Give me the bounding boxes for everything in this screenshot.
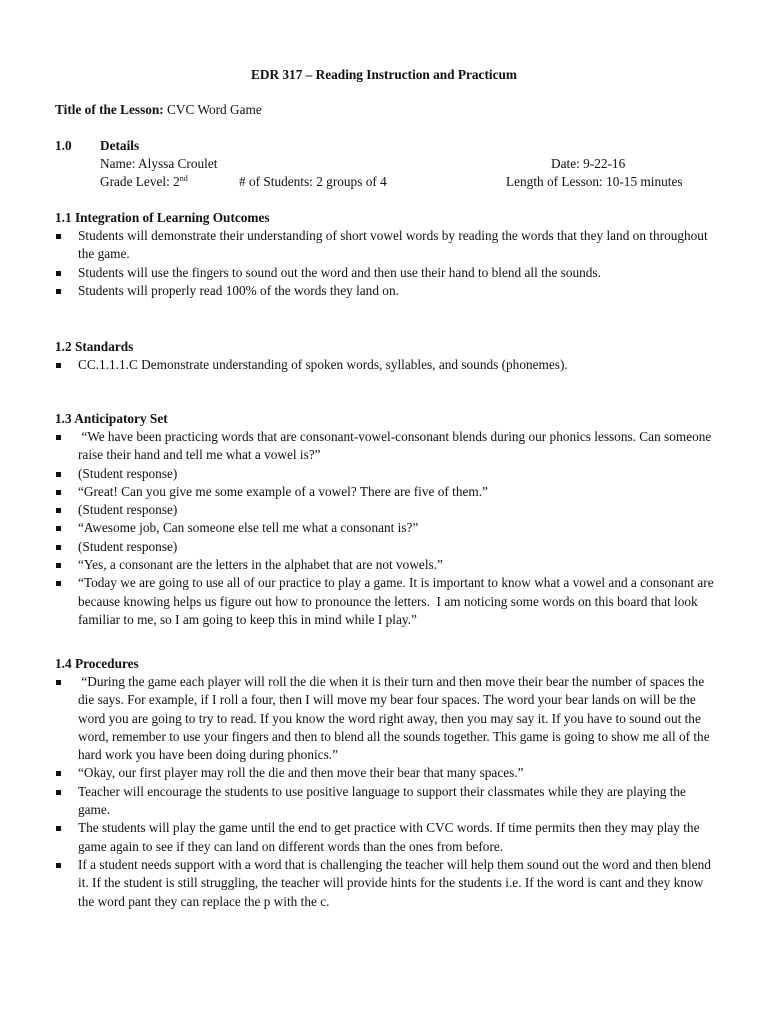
lesson-length: Length of Lesson: 10-15 minutes	[506, 174, 683, 189]
outcomes-heading: 1.1 Integration of Learning Outcomes	[55, 210, 270, 225]
grade-level-text: Grade Level: 2	[100, 174, 180, 189]
bullet-icon	[56, 271, 61, 276]
grade-level-suffix: nd	[179, 174, 188, 183]
anticipatory-heading: 1.3 Anticipatory Set	[55, 411, 168, 426]
standards-heading: 1.2 Standards	[55, 339, 134, 354]
details-row-name	[100, 155, 710, 173]
bullet-icon	[56, 526, 61, 531]
grade-level	[100, 174, 188, 189]
list-item	[55, 538, 715, 556]
list-item	[55, 264, 715, 282]
list-item-text: “During the game each player will roll the die when it is their turn and then move their bear the number of spaces the die says. For example, if I roll a four, then I will move my bear four spaces. The word your bear lands on will be the word you are going to try to read. If you know the word right away, then you may say it. If you have to sound out the word, remember to use your fingers and then to blend all the sounds together. This game is going to show me all of the hard work you have been doing during phonics.”	[78, 674, 710, 763]
list-item-text: Students will use the fingers to sound out the word and then use their hand to blend all the sounds.	[78, 264, 601, 280]
list-item	[55, 856, 715, 911]
bullet-icon	[56, 363, 61, 368]
list-item-text: “Today we are going to use all of our practice to play a game. It is important to know what a vowel and a consonant are because knowing helps us figure out how to pronounce the letters. I am noticing some words on this board that look familiar to me, so I am going to keep this in mind while I play.”	[78, 575, 714, 627]
list-item-text: (Student response)	[78, 465, 178, 481]
bullet-icon	[56, 289, 61, 294]
list-item-text: “Awesome job, Can someone else tell me what a consonant is?”	[78, 520, 419, 536]
bullet-icon	[56, 863, 61, 868]
list-item	[55, 819, 715, 856]
list-item-text: (Student response)	[78, 502, 178, 518]
bullet-icon	[56, 472, 61, 477]
list-item	[55, 764, 715, 782]
lesson-title-label: Title of the Lesson:	[55, 102, 164, 117]
list-item	[55, 574, 715, 629]
list-item-text: Teacher will encourage the students to use positive language to support their classmates while they are playing the game.	[78, 783, 686, 818]
teacher-name: Name: Alyssa Croulet	[100, 156, 218, 171]
list-item	[55, 783, 715, 820]
bullet-icon	[56, 435, 61, 440]
list-item	[55, 556, 715, 574]
outcomes-list	[55, 227, 715, 300]
list-item	[55, 356, 715, 374]
list-item-text: (Student response)	[78, 538, 178, 554]
list-item-text: “We have been practicing words that are consonant-vowel-consonant blends during our phonics lessons. Can someone raise their hand and tell me what a vowel is?”	[78, 429, 712, 463]
student-count: # of Students: 2 groups of 4	[239, 174, 387, 189]
procedures-list	[55, 673, 715, 911]
details-row-grade	[100, 173, 710, 191]
bullet-icon	[56, 508, 61, 513]
list-item	[55, 519, 715, 537]
bullet-icon	[56, 680, 61, 685]
bullet-icon	[56, 545, 61, 550]
document-title: EDR 317 – Reading Instruction and Practicum	[251, 67, 517, 82]
list-item	[55, 282, 715, 300]
list-item-text: Students will demonstrate their understanding of short vowel words by reading the words that they land on throughout the game.	[78, 228, 708, 262]
list-item	[55, 483, 715, 501]
bullet-icon	[56, 234, 61, 239]
list-item	[55, 227, 715, 264]
bullet-icon	[56, 790, 61, 795]
list-item-text: “Yes, a consonant are the letters in the alphabet that are not vowels.”	[78, 557, 443, 573]
list-item-text: If a student needs support with a word that is challenging the teacher will help them sound out the word and then blend it. If the student is still struggling, the teacher will provide hints for the students i.e. If the word is cant and they know the word pant they can replace the p with the c.	[78, 856, 711, 909]
bullet-icon	[56, 771, 61, 776]
bullet-icon	[56, 581, 61, 586]
anticipatory-list	[55, 428, 715, 629]
details-heading-text: Details	[100, 138, 140, 153]
bullet-icon	[56, 563, 61, 568]
list-item	[55, 428, 715, 465]
list-item	[55, 673, 715, 764]
list-item	[55, 501, 715, 519]
list-item-text: “Great! Can you give me some example of a vowel? There are five of them.”	[78, 483, 488, 499]
list-item-text: CC.1.1.1.C Demonstrate understanding of spoken words, syllables, and sounds (phonemes).	[78, 357, 568, 372]
details-heading	[55, 137, 139, 155]
list-item	[55, 465, 715, 483]
lesson-title	[55, 101, 262, 119]
standards-list	[55, 356, 715, 374]
list-item-text: “Okay, our first player may roll the die and then move their bear that many spaces.”	[78, 765, 524, 781]
bullet-icon	[56, 490, 61, 495]
bullet-icon	[56, 826, 61, 831]
lesson-date: Date: 9-22-16	[551, 156, 626, 171]
list-item-text: The students will play the game until the end to get practice with CVC words. If time permits then they may play the game again to see if they can land on different words than the ones from before.	[78, 820, 700, 854]
lesson-title-value: CVC Word Game	[167, 102, 262, 117]
details-number: 1.0	[55, 138, 72, 153]
procedures-heading: 1.4 Procedures	[55, 656, 139, 671]
list-item-text: Students will properly read 100% of the words they land on.	[78, 282, 399, 298]
